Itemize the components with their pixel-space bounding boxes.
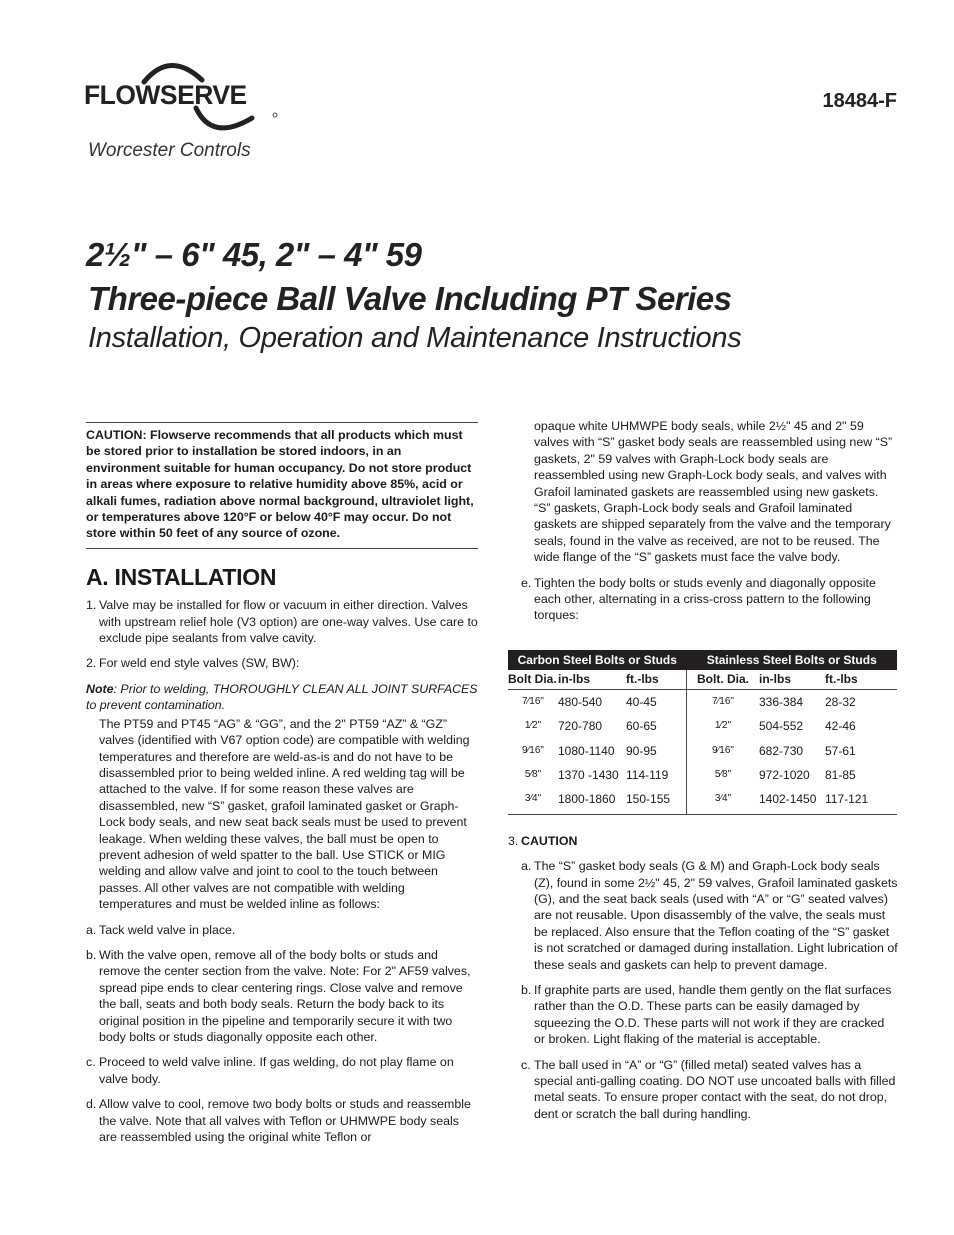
step-c xyxy=(86,1054,478,1087)
column-header: in-lbs xyxy=(759,670,825,689)
title-subtitle: Installation, Operation and Maintenance Instructions xyxy=(88,322,742,354)
table-cell: 1402-1450 xyxy=(759,787,825,814)
step-text: Tack weld valve in place. xyxy=(99,922,236,937)
step-text: With the valve open, remove all of the body bolts or studs and remove the center section from the valve. Note: For 2" AF59 valves, spread pipe ends to clear centering rings. Close valve and remove the ball, seats and both body seals. Return the body back to its original position in the pipeline and temporarily secure it with two body bolts or studs diagonally opposite each other. xyxy=(99,947,471,1044)
column-header: ft.-lbs xyxy=(825,670,897,689)
weld-paragraph: The PT59 and PT45 “AG” & “GG”, and the 2" PT59 “AZ” & “GZ” valves (identified with V67 option code) are compatible with welding temperatures and therefore are weld-as-is and do not have to be disassembled prior to being welded inline. A red welding tag will be attached to the valve. If for some reason these valves are disassembled, new “S” gasket, grafoil laminated gasket or Graph-Lock body seals, and new seat back seals must be used to prevent leakage. When welding these valves, the ball must be open to prevent adhesion of weld spatter to the ball. Use STICK or MIG welding and allow valve and joint to cool to the touch between passes. All other valves are not compatible with welding temperatures and must be welded inline as follows: xyxy=(99,716,470,912)
item-text: Valve may be installed for flow or vacuum in either direction. Valves with upstream relief hole (V3 option) are one-way valves. Use care to exclude pipe sealants from valve cavity. xyxy=(99,598,478,646)
caution-heading: CAUTION xyxy=(521,833,578,848)
torque-table xyxy=(508,650,897,815)
item-number: 3. xyxy=(508,833,519,848)
caution-item-c xyxy=(508,1057,898,1123)
table-cell: 57-61 xyxy=(825,743,856,758)
table-cell: 150-155 xyxy=(626,787,687,814)
note-label: Note xyxy=(86,681,114,696)
title-product: Three-piece Ball Valve Including PT Series xyxy=(88,280,732,317)
step-letter: b. xyxy=(521,982,532,997)
step-text: Tighten the body bolts or studs evenly and diagonally opposite each other, alternating in a criss-cross pattern to the following torques: xyxy=(534,575,876,623)
step-d xyxy=(86,1096,478,1145)
left-column xyxy=(86,422,478,1154)
right-column xyxy=(508,418,898,1131)
step-e xyxy=(508,575,898,624)
table-cell: 1800-1860 xyxy=(558,787,626,814)
stainless-steel-header: Stainless Steel Bolts or Studs xyxy=(687,650,898,670)
step-text: The ball used in “A” or “G” (filled metal) seated valves has a special anti-galling coating. DO NOT use uncoated balls with filled metal seats. To ensure proper contact with the seat, do not drop, dent or scratch the ball during handling. xyxy=(534,1057,896,1121)
step-letter: e. xyxy=(521,575,532,590)
table-cell: 3⁄4" xyxy=(508,787,558,814)
step-letter: c. xyxy=(86,1055,96,1070)
table-row xyxy=(508,763,897,787)
table-cell: 720-780 xyxy=(558,719,603,734)
step-letter: d. xyxy=(86,1097,97,1112)
caution-section xyxy=(508,833,898,1123)
step-letter: b. xyxy=(86,947,97,962)
table-row xyxy=(508,714,897,738)
storage-caution: CAUTION: Flowserve recommends that all products which must be stored prior to installation be stored indoors, in an environment suitable for human occupancy. Do not store product in areas where exposure to relative humidity above 85%, acid or alkali fumes, radiation above normal background, ultraviolet light, or temperatures above 120°F or below 40°F may occur. Do not store within 50 feet of any source of ozone. xyxy=(86,422,478,549)
title-sizes: 2½" – 6" 45, 2" – 4" 59 xyxy=(86,236,422,273)
table-cell: 90-95 xyxy=(626,743,657,758)
logo-wordmark: FLOWSERVE xyxy=(84,80,247,110)
step-letter: c. xyxy=(521,1057,531,1072)
table-cell: 28-32 xyxy=(825,694,856,709)
column-header: Bolt Dia. xyxy=(508,670,558,689)
table-row xyxy=(508,689,897,714)
step-a xyxy=(86,922,478,938)
table-cell: 972-1020 xyxy=(759,767,810,782)
step-text: Proceed to weld valve inline. If gas welding, do not play flame on valve body. xyxy=(99,1055,454,1086)
step-b xyxy=(86,947,478,1045)
table-cell: 5⁄8" xyxy=(687,763,760,787)
item-number: 1. xyxy=(86,598,97,613)
caution-heading-row xyxy=(508,833,898,849)
table-cell: 7⁄16" xyxy=(522,695,544,707)
table-cell: 7⁄16" xyxy=(687,689,760,714)
table-cell: 9⁄16" xyxy=(687,739,760,763)
table-cell: 117-121 xyxy=(825,787,897,814)
install-item-2 xyxy=(86,655,478,671)
table-cell: 40-45 xyxy=(626,694,657,709)
table-cell: 682-730 xyxy=(759,743,804,758)
step-text: The “S” gasket body seals (G & M) and Graph-Lock body seals (Z), found in some 2½" 45, 2" 59 valves, Grafoil laminated gaskets (G), and the seat back seals (used with “A” or “G” seated valves) are not reusable. Upon disassembly of the valve, the seals must be replaced. Also ensure that the Teflon coating of the “S” gasket is not scratched or damaged during installation. Light lubrication of these seals and gaskets can help to prevent damage. xyxy=(534,859,898,972)
note-text: : Prior to welding, THOROUGHLY CLEAN ALL JOINT SURFACES to prevent contamination. xyxy=(86,681,478,713)
table-cell: 60-65 xyxy=(626,719,657,734)
table-cell: 336-384 xyxy=(759,694,804,709)
table-cell: 1080-1140 xyxy=(558,743,615,758)
table-cell: 1⁄2" xyxy=(524,720,542,732)
step-text: Allow valve to cool, remove two body bolts or studs and reassemble the valve. Note that all valves with Teflon or UHMWPE body seals are reassembled using the original white Teflon or xyxy=(99,1097,471,1145)
column-header: in-lbs xyxy=(558,670,626,689)
division-name: Worcester Controls xyxy=(88,140,251,161)
table-cell: 504-552 xyxy=(759,719,804,734)
table-cell: 42-46 xyxy=(825,719,856,734)
column-header: Bolt. Dia. xyxy=(687,670,760,689)
step-letter: a. xyxy=(86,922,97,937)
step-d-continued: opaque white UHMWPE body seals, while 2½" 45 and 2" 59 valves with “S” gasket body seals are reassembled using new “S” gaskets, 2" 59 valves with Graph-Lock body seals are reassembled using new Graph-Lock body seals, and valves with Grafoil laminated gaskets are reassembled using new gaskets. “S” gaskets, Graph-Lock body seals and Grafoil laminated gaskets are shipped separately from the valve and the temporary seals, found in the valve as received, are not to be reused. The wide flange of the “S” gaskets must face the valve body. xyxy=(534,419,893,565)
caution-item-b xyxy=(508,982,898,1048)
column-header: ft.-lbs xyxy=(626,670,687,689)
item-number: 2. xyxy=(86,656,97,671)
table-cell: 1⁄2" xyxy=(687,714,760,738)
table-row xyxy=(508,787,897,814)
table-cell: 3⁄4" xyxy=(687,787,760,814)
table-cell: 480-540 xyxy=(558,694,603,709)
installation-heading: A. INSTALLATION xyxy=(86,563,277,590)
table-cell: 114-119 xyxy=(626,767,669,782)
install-item-1 xyxy=(86,597,478,646)
document-number: 18484-F xyxy=(822,90,897,112)
table-row xyxy=(508,739,897,763)
step-text: If graphite parts are used, handle them gently on the flat surfaces rather than the O.D. These parts can be easily damaged by squeezing the O.D. These parts will not work if they are cracked or broken. Light flaking of the material is acceptable. xyxy=(534,982,892,1047)
table-cell: 1370 -1430 xyxy=(558,767,619,782)
caution-item-a xyxy=(508,858,898,973)
item-text: For weld end style valves (SW, BW): xyxy=(99,656,300,671)
table-cell: 9⁄16" xyxy=(522,744,544,756)
flowserve-logo xyxy=(84,58,290,136)
table-cell: 81-85 xyxy=(825,767,856,782)
step-letter: a. xyxy=(521,859,532,874)
carbon-steel-header: Carbon Steel Bolts or Studs xyxy=(508,650,687,670)
weld-note xyxy=(86,681,478,714)
table-cell: 5⁄8" xyxy=(524,768,542,780)
